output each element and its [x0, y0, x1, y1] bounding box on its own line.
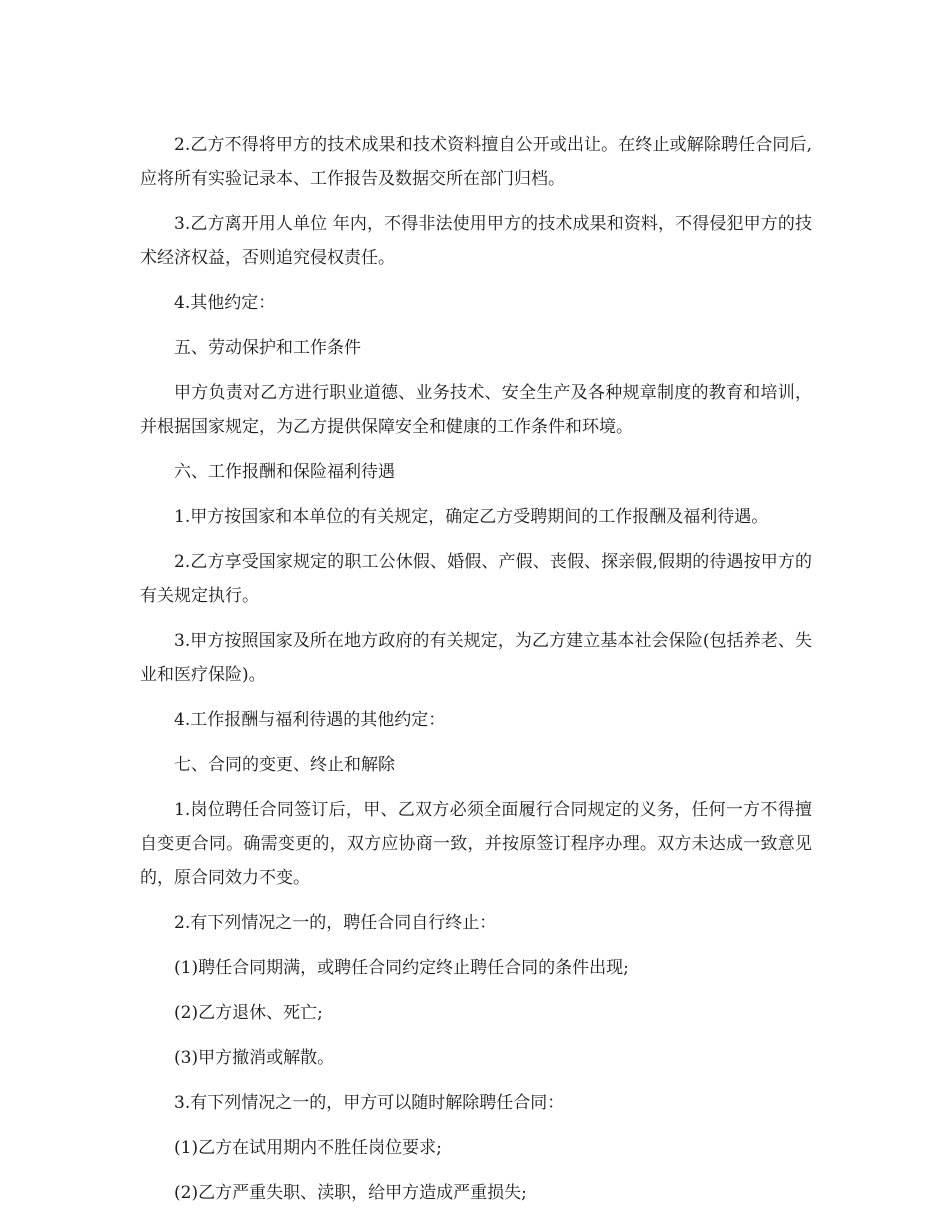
paragraph: 3.有下列情况之一的，甲方可以随时解除聘任合同：	[174, 1093, 565, 1113]
paragraph: 4.工作报酬与福利待遇的其他约定：	[174, 710, 446, 730]
list-item: (1)乙方在试用期内不胜任岗位要求;	[174, 1138, 442, 1158]
section-heading: 五、劳动保护和工作条件	[174, 338, 361, 358]
paragraph: 4.其他约定：	[174, 293, 276, 313]
paragraph: 2.有下列情况之一的，聘任合同自行终止：	[174, 913, 497, 933]
paragraph: 2.乙方享受国家规定的职工公休假、婚假、产假、丧假、探亲假,假期的待遇按甲方的有关规定执行。	[140, 552, 812, 606]
list-item: (1)聘任合同期满，或聘任合同约定终止聘任合同的条件出现;	[174, 958, 629, 978]
section-heading: 六、工作报酬和保险福利待遇	[174, 462, 395, 482]
paragraph: 1.岗位聘任合同签订后，甲、乙双方必须全面履行合同规定的义务，任何一方不得擅自变更合同。确需变更的，双方应协商一致，并按原签订程序办理。双方未达成一致意见的，原合同效力不变。	[140, 800, 812, 888]
paragraph: 3.乙方离开用人单位 年内，不得非法使用甲方的技术成果和资料，不得侵犯甲方的技术经济权益，否则追究侵权责任。	[140, 214, 812, 268]
paragraph: 3.甲方按照国家及所在地方政府的有关规定，为乙方建立基本社会保险(包括养老、失业和医疗保险)。	[140, 631, 812, 685]
paragraph: 1.甲方按国家和本单位的有关规定，确定乙方受聘期间的工作报酬及福利待遇。	[174, 507, 769, 527]
document-body	[140, 128, 812, 1221]
section-heading: 七、合同的变更、终止和解除	[174, 755, 395, 775]
list-item: (3)甲方撤消或解散。	[174, 1048, 335, 1068]
list-item: (2)乙方严重失职、渎职，给甲方造成严重损失;	[174, 1183, 527, 1203]
list-item: (2)乙方退休、死亡;	[174, 1003, 323, 1023]
paragraph: 甲方负责对乙方进行职业道德、业务技术、安全生产及各种规章制度的教育和培训，并根据国家规定，为乙方提供保障安全和健康的工作条件和环境。	[140, 383, 812, 437]
paragraph: 2.乙方不得将甲方的技术成果和技术资料擅自公开或出让。在终止或解除聘任合同后,应将所有实验记录本、工作报告及数据交所在部门归档。	[140, 135, 812, 189]
